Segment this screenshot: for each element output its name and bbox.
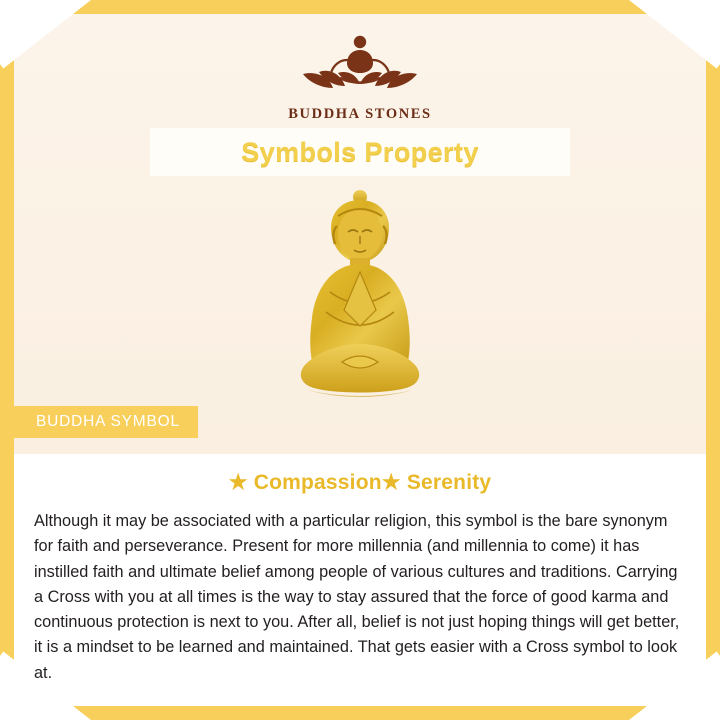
illustration-wrap — [0, 180, 720, 430]
brand-name: BUDDHA STONES — [288, 106, 432, 122]
page-title: Symbols Property — [241, 136, 479, 167]
border-bottom — [0, 706, 720, 720]
symbol-tag — [14, 406, 198, 438]
brand-block — [0, 26, 720, 123]
seated-buddha-illustration — [260, 180, 460, 430]
title-banner — [150, 128, 570, 176]
lotus-meditation-icon — [285, 26, 435, 102]
section-body: Although it may be associated with a particular religion, this symbol is the bare synonym for faith and perseverance. Present for more millennia (and millennia to come) it has instilled faith and ultimate belief among people of various cultures and traditions. Carrying a Cross with you at all times is the way to stay assured that the force of good karma and continuous protection is next to you. After all, belief is not just hoping things will get better, it is a mindset to be learned and maintained. That gets easier with a Cross symbol to look at. — [34, 512, 680, 682]
symbol-tag-label: BUDDHA SYMBOL — [36, 413, 180, 430]
section-headline: ★ Compassion★ Serenity — [228, 471, 492, 494]
border-top — [0, 0, 720, 14]
content-panel — [14, 454, 706, 706]
